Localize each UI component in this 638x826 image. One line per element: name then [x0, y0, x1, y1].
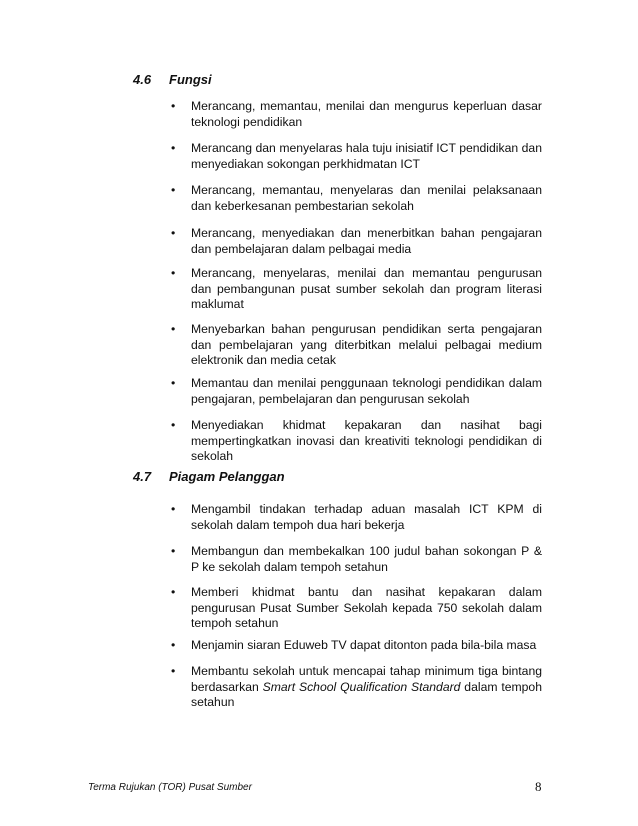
list-item-text: Membangun dan membekalkan 100 judul bahan sokongan P & P ke sekolah dalam tempoh setahun — [191, 544, 542, 574]
list-item-text: Menjamin siaran Eduweb TV dapat ditonton pada bila-bila masa — [191, 638, 537, 652]
list-item-text: Menyediakan khidmat kepakaran dan nasihat bagi mempertingkatkan inovasi dan kreativiti teknologi pendidikan di sekolah — [191, 418, 542, 463]
section-number: 4.7 — [133, 469, 152, 484]
list-item-text: Menyebarkan bahan pengurusan pendidikan serta pengajaran dan pembelajaran yang diterbitkan melalui pelbagai medium elektronik dan media cetak — [191, 322, 542, 367]
bullet-icon: • — [171, 638, 176, 652]
list-item — [171, 266, 542, 313]
bullet-icon: • — [171, 99, 176, 113]
list-item — [171, 502, 542, 533]
list-item-text: Memantau dan menilai penggunaan teknologi pendidikan dalam pengajaran, pembelajaran dan pengurusan sekolah — [191, 376, 542, 406]
bullet-icon: • — [171, 141, 176, 155]
list-item — [171, 226, 542, 257]
list-item — [171, 664, 542, 711]
list-item — [171, 638, 542, 654]
bullet-icon: • — [171, 502, 176, 516]
bullet-icon: • — [171, 322, 176, 336]
list-item-text-part: dalam tempoh setahun — [191, 679, 542, 709]
list-item — [171, 376, 542, 407]
list-item-text: Merancang, menyelaras, menilai dan memantau pengurusan dan pembangunan pusat sumber sekolah dan program literasi maklumat — [191, 266, 542, 311]
list-item — [171, 183, 542, 214]
list-item — [171, 141, 542, 172]
list-item — [171, 99, 542, 130]
list-item-text: Memberi khidmat bantu dan nasihat kepakaran dalam pengurusan Pusat Sumber Sekolah kepada 750 sekolah dalam tempoh setahun — [191, 585, 542, 630]
list-item-text-part: Membantu sekolah untuk mencapai tahap minimum tiga bintang berdasarkan — [191, 664, 542, 694]
list-item-text: Mengambil tindakan terhadap aduan masalah ICT KPM di sekolah dalam tempoh dua hari bekerja — [191, 502, 542, 532]
bullet-icon: • — [171, 226, 176, 240]
bullet-icon: • — [171, 376, 176, 390]
list-item — [171, 544, 542, 575]
bullet-icon: • — [171, 266, 176, 280]
list-item — [171, 322, 542, 369]
bullet-icon: • — [171, 664, 176, 678]
list-item-text-italic: Smart School Qualification Standard — [262, 679, 461, 694]
list-item — [171, 418, 542, 465]
bullet-icon: • — [171, 585, 176, 599]
bullet-icon: • — [171, 183, 176, 197]
list-item-text — [191, 664, 542, 711]
list-item-text: Merancang, menyediakan dan menerbitkan bahan pengajaran dan pembelajaran dalam pelbagai media — [191, 226, 542, 256]
list-item-text: Merancang, memantau, menyelaras dan menilai pelaksanaan dan keberkesanan pembestarian sekolah — [191, 183, 542, 213]
section-title: Fungsi — [169, 72, 212, 87]
page-number: 8 — [535, 779, 542, 794]
bullet-icon: • — [171, 544, 176, 558]
list-item-text: Merancang, memantau, menilai dan mengurus keperluan dasar teknologi pendidikan — [191, 99, 542, 129]
list-item-text: Merancang dan menyelaras hala tuju inisiatif ICT pendidikan dan menyediakan sokongan perkhidmatan ICT — [191, 141, 542, 171]
section-number: 4.6 — [133, 72, 152, 87]
list-item — [171, 585, 542, 632]
footer-document-title: Terma Rujukan (TOR) Pusat Sumber — [88, 782, 252, 793]
section-title: Piagam Pelanggan — [169, 469, 285, 484]
bullet-icon: • — [171, 418, 176, 432]
